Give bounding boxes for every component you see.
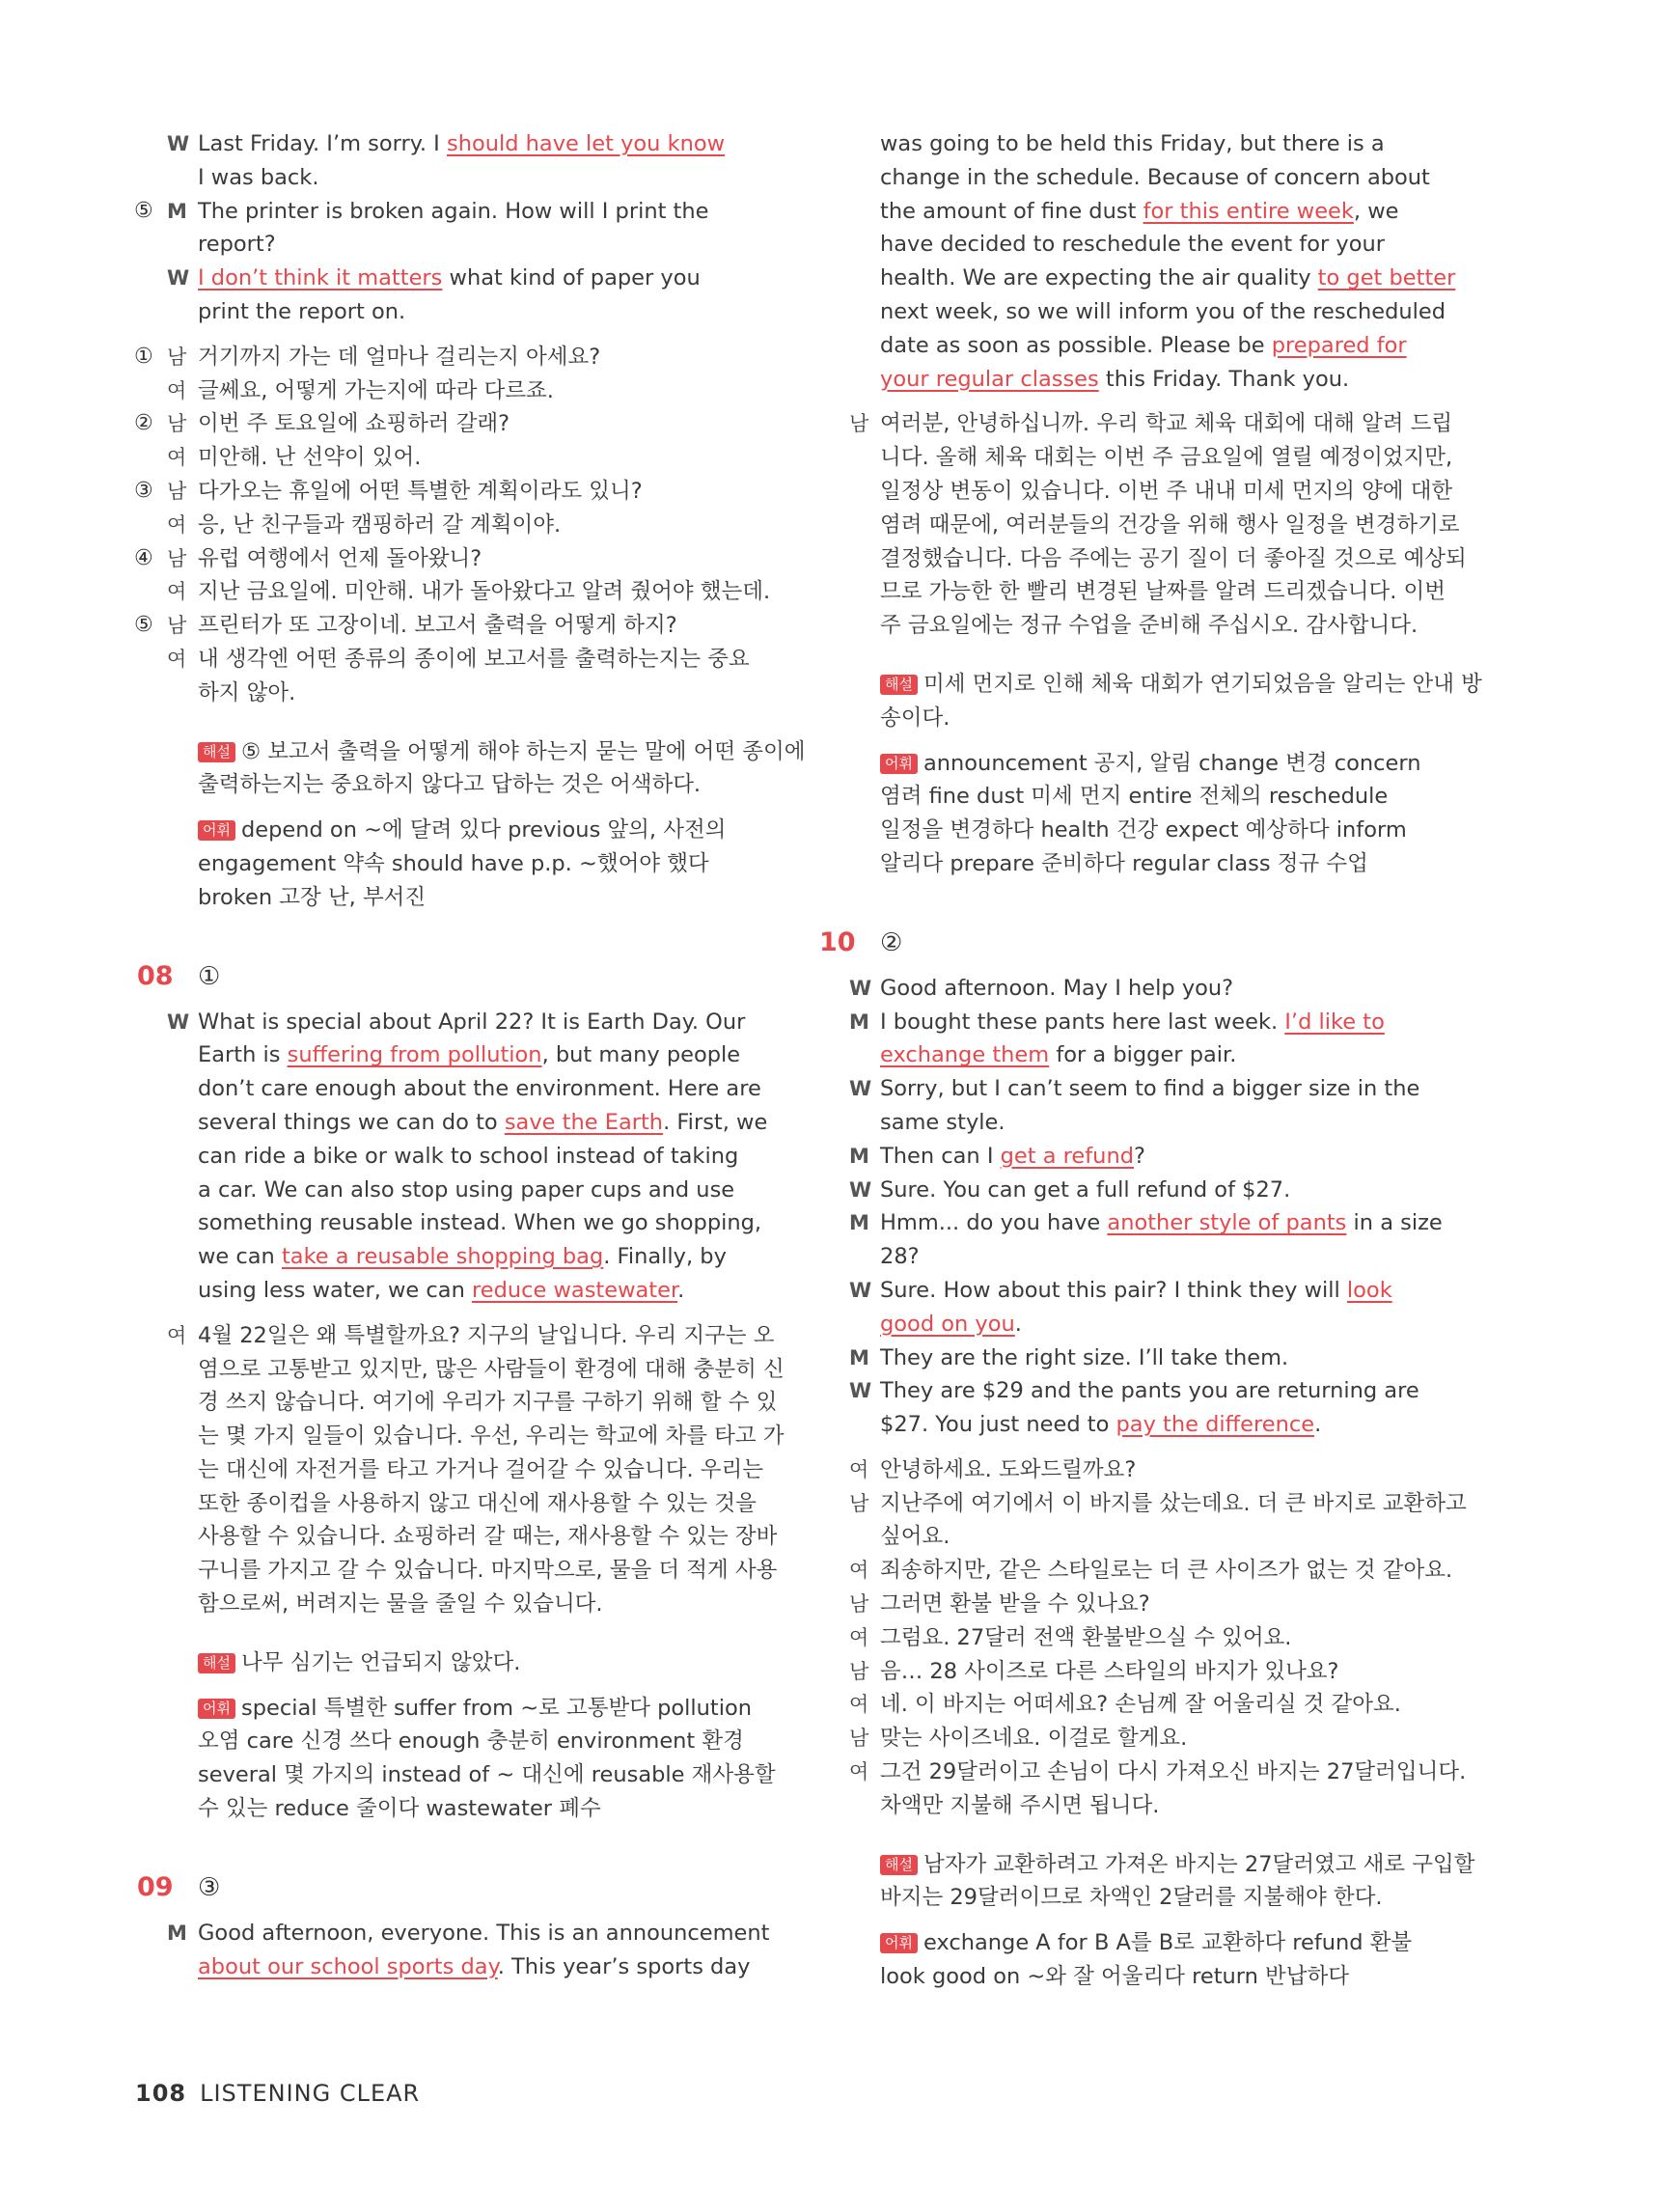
speaker-label: 남 <box>167 345 187 369</box>
line-text: 염려 때문에, 여러분들의 건강을 위해 행사 일정을 변경하기로 <box>880 512 1460 538</box>
highlighted-phrase: about our school sports day <box>198 1953 498 1979</box>
speaker-label: 여 <box>167 580 187 604</box>
speaker-label: W <box>849 976 872 1000</box>
translation-line <box>880 475 1459 509</box>
highlighted-phrase: get a refund <box>1000 1143 1134 1169</box>
line-text: 함으로써, 버려지는 물을 줄일 수 있습니다. <box>198 1591 603 1618</box>
translation-line <box>880 509 1459 542</box>
dialogue-line <box>167 127 777 161</box>
q09-script-start <box>167 1917 777 1984</box>
choice-number: ② <box>134 411 153 436</box>
line-text: several things we can do to <box>198 1109 505 1135</box>
translation-line <box>880 441 1459 475</box>
left-column: W Last Friday. I’m sorry. I should have let you know I was back. ⑤ M The printer is broken again. How will I print the report? W I don’t think it matters what kind of paper you print the report on. ① 남 거기까지 가는 데 얼마나 걸리는지 아세요? 여 글쎄요, 어떻게 가는지에 따라 다르죠. ② 남 이번 주 토요일에 쇼핑하러 갈래? 여 미안해. 난 선약이 있어. ③ 남 다가오는 휴일에 어떤 특별한 계획이라도 있니? 여 응, 난 친구들과 캠핑하러 갈 계획이야. ④ 남 유럽 여행에서 언제 돌아왔니? 여 지난 금요일에. 미안해. 내가 돌아왔다고 알려 줬어야 했는데. ⑤ 남 프린터가 또 고장이네. 보고서 출력을 어떻게 하지? 여 내 생각엔 어떤 종류의 종이에 보고서를 출력하는지는 중요 하지 않아. 해설 ⑤ 보고서 출력을 어떻게 해야 하는지 묻는 말에 어떤 종이에 출력하는지는 중요하지 않다고 답하는 것은 어색하다. 어휘 depend on ~에 달려 있다 previous 앞의, 사전의 engagement 약속 should have p.p. ~했어야 했다 broken 고장 난, 부서진 08 ① W What is special about April 22? It is Earth Day. Our Earth is suffering from pollution, but many people don’t care enough about the environment. Here are several things we can do to save the Earth. First, we can ride a bike or walk to school instead of taking a car. We can also stop using paper cups and use something reusable instead. When we go shopping, we can take a reusable shopping bag. Finally, by using less water, we can reduce wastewater. 여 4월 22일은 왜 특별할까요? 지구의 날입니다. 우리 지구는 오 염으로 고통받고 있지만, 많은 사람들이 환경에 대해 충분히 신 경 쓰지 않습니다. 여기에 우리가 지구를 구하기 위해 할 수 있 는 몇 가지 일들이 있습니다. 우선, 우리는 학교에 차를 타고 가 는 대신에 자전거를 타고 가거나 걸어갈 수 있습니다. 우리는 또한 종이컵을 사용하지 않고 대신에 재사용할 수 있는 것을 사용할 수 있습니다. 쇼핑하러 갈 때는, 재사용할 수 있는 장바 구니를 가지고 갈 수 있습니다. 마지막으로, 물을 더 적게 사용 함으로써, 버려지는 물을 줄일 수 있습니다. 해설 나무 심기는 언급되지 않았다. 어휘 special 특별한 suffer from ~로 고통받다 pollution 오염 care 신경 쓰다 enough 충분히 environment 환경 several 몇 가지의 instead of ~ 대신에 reusable 재사용할 수 있는 reduce 줄이다 wastewater 폐수 09 ③ M Good afternoon, everyone. This is an announcement about our school sports day. This year’s sports day <box>198 127 777 1983</box>
line-text: 응, 난 친구들과 캠핑하러 갈 계획이야. <box>198 512 562 538</box>
translation-line <box>198 1588 777 1621</box>
line-text: What is special about April 22? It is Earth Day. Our <box>198 1009 746 1035</box>
highlighted-phrase: reduce wastewater <box>472 1277 678 1303</box>
dialogue-line <box>198 1206 777 1240</box>
line-text: 죄송하지만, 같은 스타일로는 더 큰 사이즈가 없는 것 같아요. <box>880 1558 1453 1584</box>
dialogue-line <box>880 363 1459 397</box>
translation-line <box>167 441 777 475</box>
vocabulary-tag: 어휘 <box>880 754 918 774</box>
dialogue-line <box>198 228 777 262</box>
translation-line <box>880 575 1459 609</box>
speaker-label: 여 <box>167 647 187 671</box>
translation-line <box>134 475 777 509</box>
line-text: 여러분, 안녕하십니까. 우리 학교 체육 대회에 대해 알려 드립 <box>880 411 1453 437</box>
line-text: 사용할 수 있습니다. 쇼핑하러 갈 때는, 재사용할 수 있는 장바 <box>198 1524 778 1550</box>
q08-vocabulary: 어휘 special 특별한 suffer from ~로 고통받다 pollution <box>198 1692 777 1726</box>
dialogue-line <box>167 1006 777 1039</box>
speaker-label: M <box>849 1144 869 1168</box>
line-text: , we <box>1353 198 1399 224</box>
highlighted-phrase: should have let you know <box>446 131 726 156</box>
line-text: 는 몇 가지 일들이 있습니다. 우선, 우리는 학교에 차를 타고 가 <box>198 1424 785 1450</box>
explanation-tag: 해설 <box>198 742 235 762</box>
line-text: next week, so we will inform you of the rescheduled <box>880 298 1446 324</box>
speaker-label: M <box>167 1921 187 1945</box>
line-text: 므로 가능한 한 빨리 변경된 날짜를 알려 드리겠습니다. 이번 <box>880 579 1446 605</box>
speaker-label: M <box>849 1009 869 1034</box>
answer-mark: ① <box>198 961 221 991</box>
translation-line <box>167 575 777 609</box>
line-text: 지난주에 여기에서 이 바지를 샀는데요. 더 큰 바지로 교환하고 <box>880 1490 1467 1516</box>
line-text: Sorry, but I can’t seem to find a bigger size in the <box>880 1076 1420 1102</box>
translation-line <box>167 1319 777 1353</box>
highlighted-phrase: I don’t think it matters <box>198 265 443 291</box>
speaker-label: M <box>167 199 187 223</box>
dialogue-line <box>849 1274 1459 1308</box>
q10-vocabulary: 어휘 exchange A for B A를 B로 교환하다 refund 환불 <box>880 1926 1459 1960</box>
explanation-tag: 해설 <box>880 675 918 695</box>
line-text: 하지 않아. <box>198 679 296 705</box>
line-text: health. We are expecting the air quality <box>880 265 1318 291</box>
line-text: using less water, we can <box>198 1277 472 1303</box>
q07-explanation: 해설 ⑤ 보고서 출력을 어떻게 해야 하는지 묻는 말에 어떤 종이에 <box>198 735 777 769</box>
line-text: have decided to reschedule the event for your <box>880 232 1385 258</box>
translation-line <box>849 1722 1459 1756</box>
translation-line <box>849 1453 1459 1487</box>
line-text: 4월 22일은 왜 특별할까요? 지구의 날입니다. 우리 지구는 오 <box>198 1322 775 1348</box>
dialogue-line <box>198 1072 777 1106</box>
translation-line <box>198 1554 777 1588</box>
speaker-label: 남 <box>849 1491 869 1515</box>
dialogue-line <box>880 262 1459 295</box>
line-text: 이번 주 토요일에 쇼핑하러 갈래? <box>198 411 510 437</box>
dialogue-line <box>849 1341 1459 1375</box>
speaker-label: 여 <box>849 1760 869 1784</box>
speaker-label: 남 <box>849 1592 869 1617</box>
line-text: in a size <box>1346 1210 1443 1236</box>
q07-vocabulary: 어휘 depend on ~에 달려 있다 previous 앞의, 사전의 <box>198 814 777 847</box>
line-text: , but many people <box>541 1042 741 1068</box>
dialogue-line <box>880 195 1459 229</box>
dialogue-line <box>849 1374 1459 1408</box>
dialogue-line <box>198 1174 777 1207</box>
translation-line <box>849 1487 1467 1521</box>
translation-line <box>880 609 1459 643</box>
page-number: 108 <box>135 2080 187 2107</box>
translation-line <box>167 643 777 677</box>
speaker-label: W <box>849 1177 872 1202</box>
translation-line <box>134 341 777 374</box>
dialogue-line <box>849 1072 1459 1106</box>
dialogue-line <box>880 1308 1459 1341</box>
line-text: . <box>677 1277 685 1303</box>
line-text: 미안해. 난 선약이 있어. <box>198 445 422 471</box>
line-text: The printer is broken again. How will I print the <box>198 198 709 224</box>
dialogue-line <box>167 262 777 295</box>
translation-line <box>198 1520 777 1554</box>
line-text: 거기까지 가는 데 얼마나 걸리는지 아세요? <box>198 344 601 370</box>
q10-script <box>849 972 1459 1442</box>
line-text: the amount of fine dust <box>880 198 1143 224</box>
question-number: 08 <box>137 960 174 991</box>
speaker-label: 남 <box>167 546 187 570</box>
line-text: 내 생각엔 어떤 종류의 종이에 보고서를 출력하는지는 중요 <box>198 646 750 672</box>
translation-line <box>849 1756 1467 1789</box>
highlighted-phrase: exchange them <box>880 1042 1050 1068</box>
q10-header <box>819 926 1459 960</box>
dialogue-line <box>880 127 1459 161</box>
dialogue-line <box>198 1106 777 1140</box>
q07-korean-translation <box>134 341 777 710</box>
translation-line <box>880 1520 1459 1554</box>
line-text: 경 쓰지 않습니다. 여기에 우리가 지구를 구하기 위해 할 수 있 <box>198 1390 778 1416</box>
choice-number: ⑤ <box>134 198 153 223</box>
highlighted-phrase: I’d like to <box>1284 1009 1385 1035</box>
q09-script-continued <box>880 127 1459 396</box>
line-text: Last Friday. I’m sorry. I <box>198 131 447 156</box>
line-text: 그러면 환불 받을 수 있나요? <box>880 1591 1150 1618</box>
highlighted-phrase: to get better <box>1317 265 1456 291</box>
speaker-label: 여 <box>167 1323 187 1347</box>
speaker-label: 여 <box>849 1693 869 1717</box>
dialogue-line <box>198 295 777 329</box>
line-text: 주 금요일에는 정규 수업을 준비해 주십시오. 감사합니다. <box>880 613 1418 639</box>
dialogue-line <box>849 972 1459 1006</box>
translation-line <box>198 1487 777 1521</box>
line-text: we can <box>198 1244 282 1270</box>
line-text: 일정상 변동이 있습니다. 이번 주 내내 미세 먼지의 양에 대한 <box>880 478 1453 504</box>
line-text: what kind of paper you <box>442 265 701 291</box>
vocabulary-tag: 어휘 <box>880 1933 918 1953</box>
line-text: for a bigger pair. <box>1049 1042 1237 1068</box>
line-text: report? <box>198 232 276 258</box>
line-text: something reusable instead. When we go shopping, <box>198 1210 762 1236</box>
book-title: LISTENING CLEAR <box>200 2080 421 2107</box>
q08-explanation: 해설 나무 심기는 언급되지 않았다. <box>198 1646 777 1680</box>
question-number: 10 <box>819 926 856 957</box>
explanation-tag: 해설 <box>880 1855 918 1875</box>
line-text: 안녕하세요. 도와드릴까요? <box>880 1456 1137 1482</box>
speaker-label: W <box>849 1077 872 1101</box>
q08-script <box>167 1006 777 1308</box>
dialogue-line <box>198 1140 777 1174</box>
line-text: 그건 29달러이고 손님이 다시 가져오신 바지는 27달러입니다. <box>880 1759 1467 1785</box>
line-text: . First, we <box>663 1109 768 1135</box>
line-text: . <box>1314 1412 1322 1438</box>
dialogue-line <box>880 228 1459 262</box>
highlighted-phrase: for this entire week <box>1143 198 1354 224</box>
line-text: this Friday. Thank you. <box>1098 366 1350 392</box>
dialogue-line <box>198 1274 777 1308</box>
line-text: 지난 금요일에. 미안해. 내가 돌아왔다고 알려 줬어야 했는데. <box>198 579 771 605</box>
right-column: was going to be held this Friday, but there is a change in the schedule. Because of concern about the amount of fine dust for this entire week, we have decided to reschedule the event for your health. We are expecting the air quality to get better next week, so we will inform you of the rescheduled date as soon as possible. Please be prepared for your regular classes this Friday. Thank you. 남 여러분, 안녕하십니까. 우리 학교 체육 대회에 대해 알려 드립 니다. 올해 체육 대회는 이번 주 금요일에 열릴 예정이었지만, 일정상 변동이 있습니다. 이번 주 내내 미세 먼지의 양에 대한 염려 때문에, 여러분들의 건강을 위해 행사 일정을 변경하기로 결정했습니다. 다음 주에는 공기 질이 더 좋아질 것으로 예상되 므로 가능한 한 빨리 변경된 날짜를 알려 드리겠습니다. 이번 주 금요일에는 정규 수업을 준비해 주십시오. 감사합니다. 해설 미세 먼지로 인해 체육 대회가 연기되었음을 알리는 안내 방 송이다. 어휘 announcement 공지, 알림 change 변경 concern 염려 fine dust 미세 먼지 entire 전체의 reschedule 일정을 변경하다 health 건강 expect 예상하다 inform 알리다 prepare 준비하다 regular class 정규 수업 10 ② W Good afternoon. May I help you? M I bought these pants here last week. I’d like to exchange them for a bigger pair. W Sorry, but I can’t seem to find a bigger size in the same style. M Then can I get a refund? W Sure. You can get a full refund of $27. M Hmm... do you have another style of pants in a size 28? W Sure. How about this pair? I think they will look good on you. M They are the right size. I’ll take them. W They are $29 and the pants you are returning are $27. You just need to pay the difference. 여 안녕하세요. 도와드릴까요? 남 지난주에 여기에서 이 바지를 샀는데요. 더 큰 바지로 교환하고 싶어요. 여 죄송하지만, 같은 스타일로는 더 큰 사이즈가 없는 것 같아요. 남 그러면 환불 받을 수 있나요? 여 그럼요. 27달러 전액 환불받으실 수 있어요. 남 음… 28 사이즈로 다른 스타일의 바지가 있나요? 여 네. 이 바지는 어떠세요? 손님께 잘 어울리실 것 같아요. 남 맞는 사이즈네요. 이걸로 할게요. 여 그건 29달러이고 손님이 다시 가져오신 바지는 27달러입니다. 차액만 지불해 주시면 됩니다. 해설 남자가 교환하려고 가져온 바지는 27달러였고 새로 구입할 바지는 29달러이므로 차액인 2달러를 지불해야 한다. 어휘 exchange A for B A를 B로 교환하다 refund 환불 look good on ~와 잘 어울리다 return 반납하다 <box>880 127 1459 1994</box>
dialogue-line <box>198 1038 777 1072</box>
translation-line <box>167 509 777 542</box>
speaker-label: M <box>849 1345 869 1369</box>
translation-line <box>198 1420 785 1453</box>
line-text: 다가오는 휴일에 어떤 특별한 계획이라도 있니? <box>198 478 643 504</box>
line-text: Then can I <box>880 1143 1001 1169</box>
line-text: I was back. <box>198 164 319 190</box>
q10-korean-translation <box>849 1453 1467 1823</box>
line-text: 염으로 고통받고 있지만, 많은 사람들이 환경에 대해 충분히 신 <box>198 1356 785 1382</box>
q07-script-continued <box>134 127 777 329</box>
q09-korean-translation <box>849 407 1467 643</box>
line-text: 니다. 올해 체육 대회는 이번 주 금요일에 열릴 예정이었지만, <box>880 445 1453 471</box>
dialogue-line <box>849 1006 1459 1039</box>
q09-vocabulary: 어휘 announcement 공지, 알림 change 변경 concern <box>880 747 1459 781</box>
translation-line <box>849 1655 1459 1689</box>
translation-line <box>167 374 777 408</box>
highlighted-phrase: suffering from pollution <box>287 1042 542 1068</box>
page-footer <box>135 2080 420 2107</box>
highlighted-phrase: save the Earth <box>504 1109 664 1135</box>
answer-mark: ③ <box>198 1872 221 1902</box>
line-text: can ride a bike or walk to school instead of taking <box>198 1143 739 1169</box>
dialogue-line <box>880 295 1459 329</box>
speaker-label: 남 <box>167 479 187 503</box>
translation-line <box>134 407 777 441</box>
line-text: Earth is <box>198 1042 288 1068</box>
speaker-label: W <box>849 1278 872 1302</box>
highlighted-phrase: another style of pants <box>1107 1210 1347 1236</box>
dialogue-line <box>134 195 777 229</box>
dialogue-line <box>849 1206 1459 1240</box>
choice-number: ④ <box>134 545 153 570</box>
highlighted-phrase: prepared for <box>1271 332 1407 358</box>
speaker-label: 남 <box>849 412 869 436</box>
highlighted-phrase: pay the difference <box>1115 1412 1315 1438</box>
line-text: Good afternoon. May I help you? <box>880 975 1234 1001</box>
speaker-label: 여 <box>167 512 187 537</box>
line-text: 글쎄요, 어떻게 가는지에 따라 다르죠. <box>198 377 554 403</box>
line-text: 결정했습니다. 다음 주에는 공기 질이 더 좋아질 것으로 예상되 <box>880 545 1467 571</box>
answer-mark: ② <box>880 927 903 957</box>
line-text: ? <box>1134 1143 1145 1169</box>
dialogue-line <box>880 1038 1459 1072</box>
line-text: Sure. How about this pair? I think they will <box>880 1277 1347 1303</box>
speaker-label: 여 <box>167 378 187 402</box>
dialogue-line <box>880 1240 1459 1274</box>
line-text: They are the right size. I’ll take them. <box>880 1344 1289 1370</box>
line-text: change in the schedule. Because of concern about <box>880 164 1430 190</box>
dialogue-line <box>880 161 1459 195</box>
line-text: $27. You just need to <box>880 1412 1116 1438</box>
speaker-label: 남 <box>849 1659 869 1683</box>
vocabulary-tag: 어휘 <box>198 1699 235 1719</box>
speaker-label: 남 <box>167 412 187 436</box>
speaker-label: M <box>849 1211 869 1235</box>
line-text: Hmm... do you have <box>880 1210 1108 1236</box>
highlighted-phrase: look <box>1346 1277 1392 1303</box>
explanation-tag: 해설 <box>198 1653 235 1673</box>
choice-number: ③ <box>134 478 153 503</box>
line-text: . Finally, by <box>603 1244 727 1270</box>
choice-number: ① <box>134 344 153 369</box>
vocabulary-tag: 어휘 <box>198 820 235 841</box>
highlighted-phrase: your regular classes <box>880 366 1099 392</box>
dialogue-line <box>849 1174 1459 1207</box>
speaker-label: 남 <box>167 614 187 638</box>
speaker-label: 남 <box>849 1727 869 1751</box>
line-text: 음… 28 사이즈로 다른 스타일의 바지가 있나요? <box>880 1658 1339 1684</box>
line-text: don’t care enough about the environment. Here are <box>198 1076 761 1102</box>
translation-line <box>849 1554 1459 1588</box>
speaker-label: 여 <box>849 1457 869 1481</box>
dialogue-line <box>198 161 777 195</box>
line-text: date as soon as possible. Please be <box>880 332 1272 358</box>
translation-line <box>849 1588 1459 1621</box>
dialogue-line <box>880 329 1459 363</box>
highlighted-phrase: take a reusable shopping bag <box>281 1244 604 1270</box>
line-text: 28? <box>880 1244 920 1270</box>
dialogue-line <box>198 1240 777 1274</box>
q09-header <box>137 1870 777 1905</box>
translation-line <box>198 1386 777 1420</box>
line-text: 는 대신에 자전거를 타고 가거나 걸어갈 수 있습니다. 우리는 <box>198 1456 764 1482</box>
translation-line <box>198 1453 777 1487</box>
speaker-label: 여 <box>167 446 187 470</box>
choice-number: ⑤ <box>134 613 153 638</box>
line-text: a car. We can also stop using paper cups and use <box>198 1176 735 1203</box>
q10-explanation: 해설 남자가 교환하려고 가져온 바지는 27달러였고 새로 구입할 <box>880 1848 1459 1882</box>
q08-header <box>137 959 777 994</box>
line-text: They are $29 and the pants you are returning are <box>880 1378 1419 1404</box>
translation-line <box>849 1688 1459 1722</box>
translation-line <box>849 1621 1459 1655</box>
line-text: 프린터가 또 고장이네. 보고서 출력을 어떻게 하지? <box>198 613 677 639</box>
translation-line <box>134 542 777 576</box>
line-text: 또한 종이컵을 사용하지 않고 대신에 재사용할 수 있는 것을 <box>198 1490 757 1516</box>
translation-line <box>198 677 777 710</box>
speaker-label: W <box>167 1009 190 1034</box>
dialogue-line <box>880 1106 1459 1140</box>
line-text: 구니를 가지고 갈 수 있습니다. 마지막으로, 물을 더 적게 사용 <box>198 1558 778 1584</box>
dialogue-line <box>849 1140 1459 1174</box>
line-text: Sure. You can get a full refund of $27. <box>880 1176 1291 1203</box>
q09-explanation: 해설 미세 먼지로 인해 체육 대회가 연기되었음을 알리는 안내 방 <box>880 668 1459 702</box>
line-text: print the report on. <box>198 298 406 324</box>
line-text: same style. <box>880 1109 1005 1135</box>
line-text: 맞는 사이즈네요. 이걸로 할게요. <box>880 1726 1188 1752</box>
translation-line <box>134 609 777 643</box>
speaker-label: 여 <box>849 1625 869 1649</box>
line-text: I bought these pants here last week. <box>880 1009 1285 1035</box>
line-text: . <box>1014 1311 1022 1337</box>
line-text: 그럼요. 27달러 전액 환불받으실 수 있어요. <box>880 1624 1292 1650</box>
line-text: 네. 이 바지는 어떠세요? 손님께 잘 어울리실 것 같아요. <box>880 1692 1401 1718</box>
dialogue-line <box>198 1950 777 1984</box>
speaker-label: W <box>849 1379 872 1403</box>
speaker-label: 여 <box>849 1559 869 1583</box>
dialogue-line <box>167 1917 777 1950</box>
translation-line <box>880 1789 1459 1823</box>
q08-korean-translation <box>167 1319 785 1621</box>
question-number: 09 <box>137 1871 174 1902</box>
line-text: 유럽 여행에서 언제 돌아왔니? <box>198 545 482 571</box>
speaker-label: W <box>167 132 190 155</box>
translation-line <box>849 407 1459 441</box>
line-text: . This year’s sports day <box>497 1953 751 1979</box>
line-text: 싶어요. <box>880 1524 950 1550</box>
speaker-label: W <box>167 266 190 290</box>
line-text: Good afternoon, everyone. This is an announcement <box>198 1920 770 1946</box>
translation-line <box>880 542 1467 576</box>
translation-line <box>198 1353 785 1387</box>
line-text: was going to be held this Friday, but there is a <box>880 131 1385 156</box>
dialogue-line <box>880 1408 1459 1442</box>
highlighted-phrase: good on you <box>880 1311 1015 1337</box>
line-text: 차액만 지불해 주시면 됩니다. <box>880 1792 1160 1818</box>
